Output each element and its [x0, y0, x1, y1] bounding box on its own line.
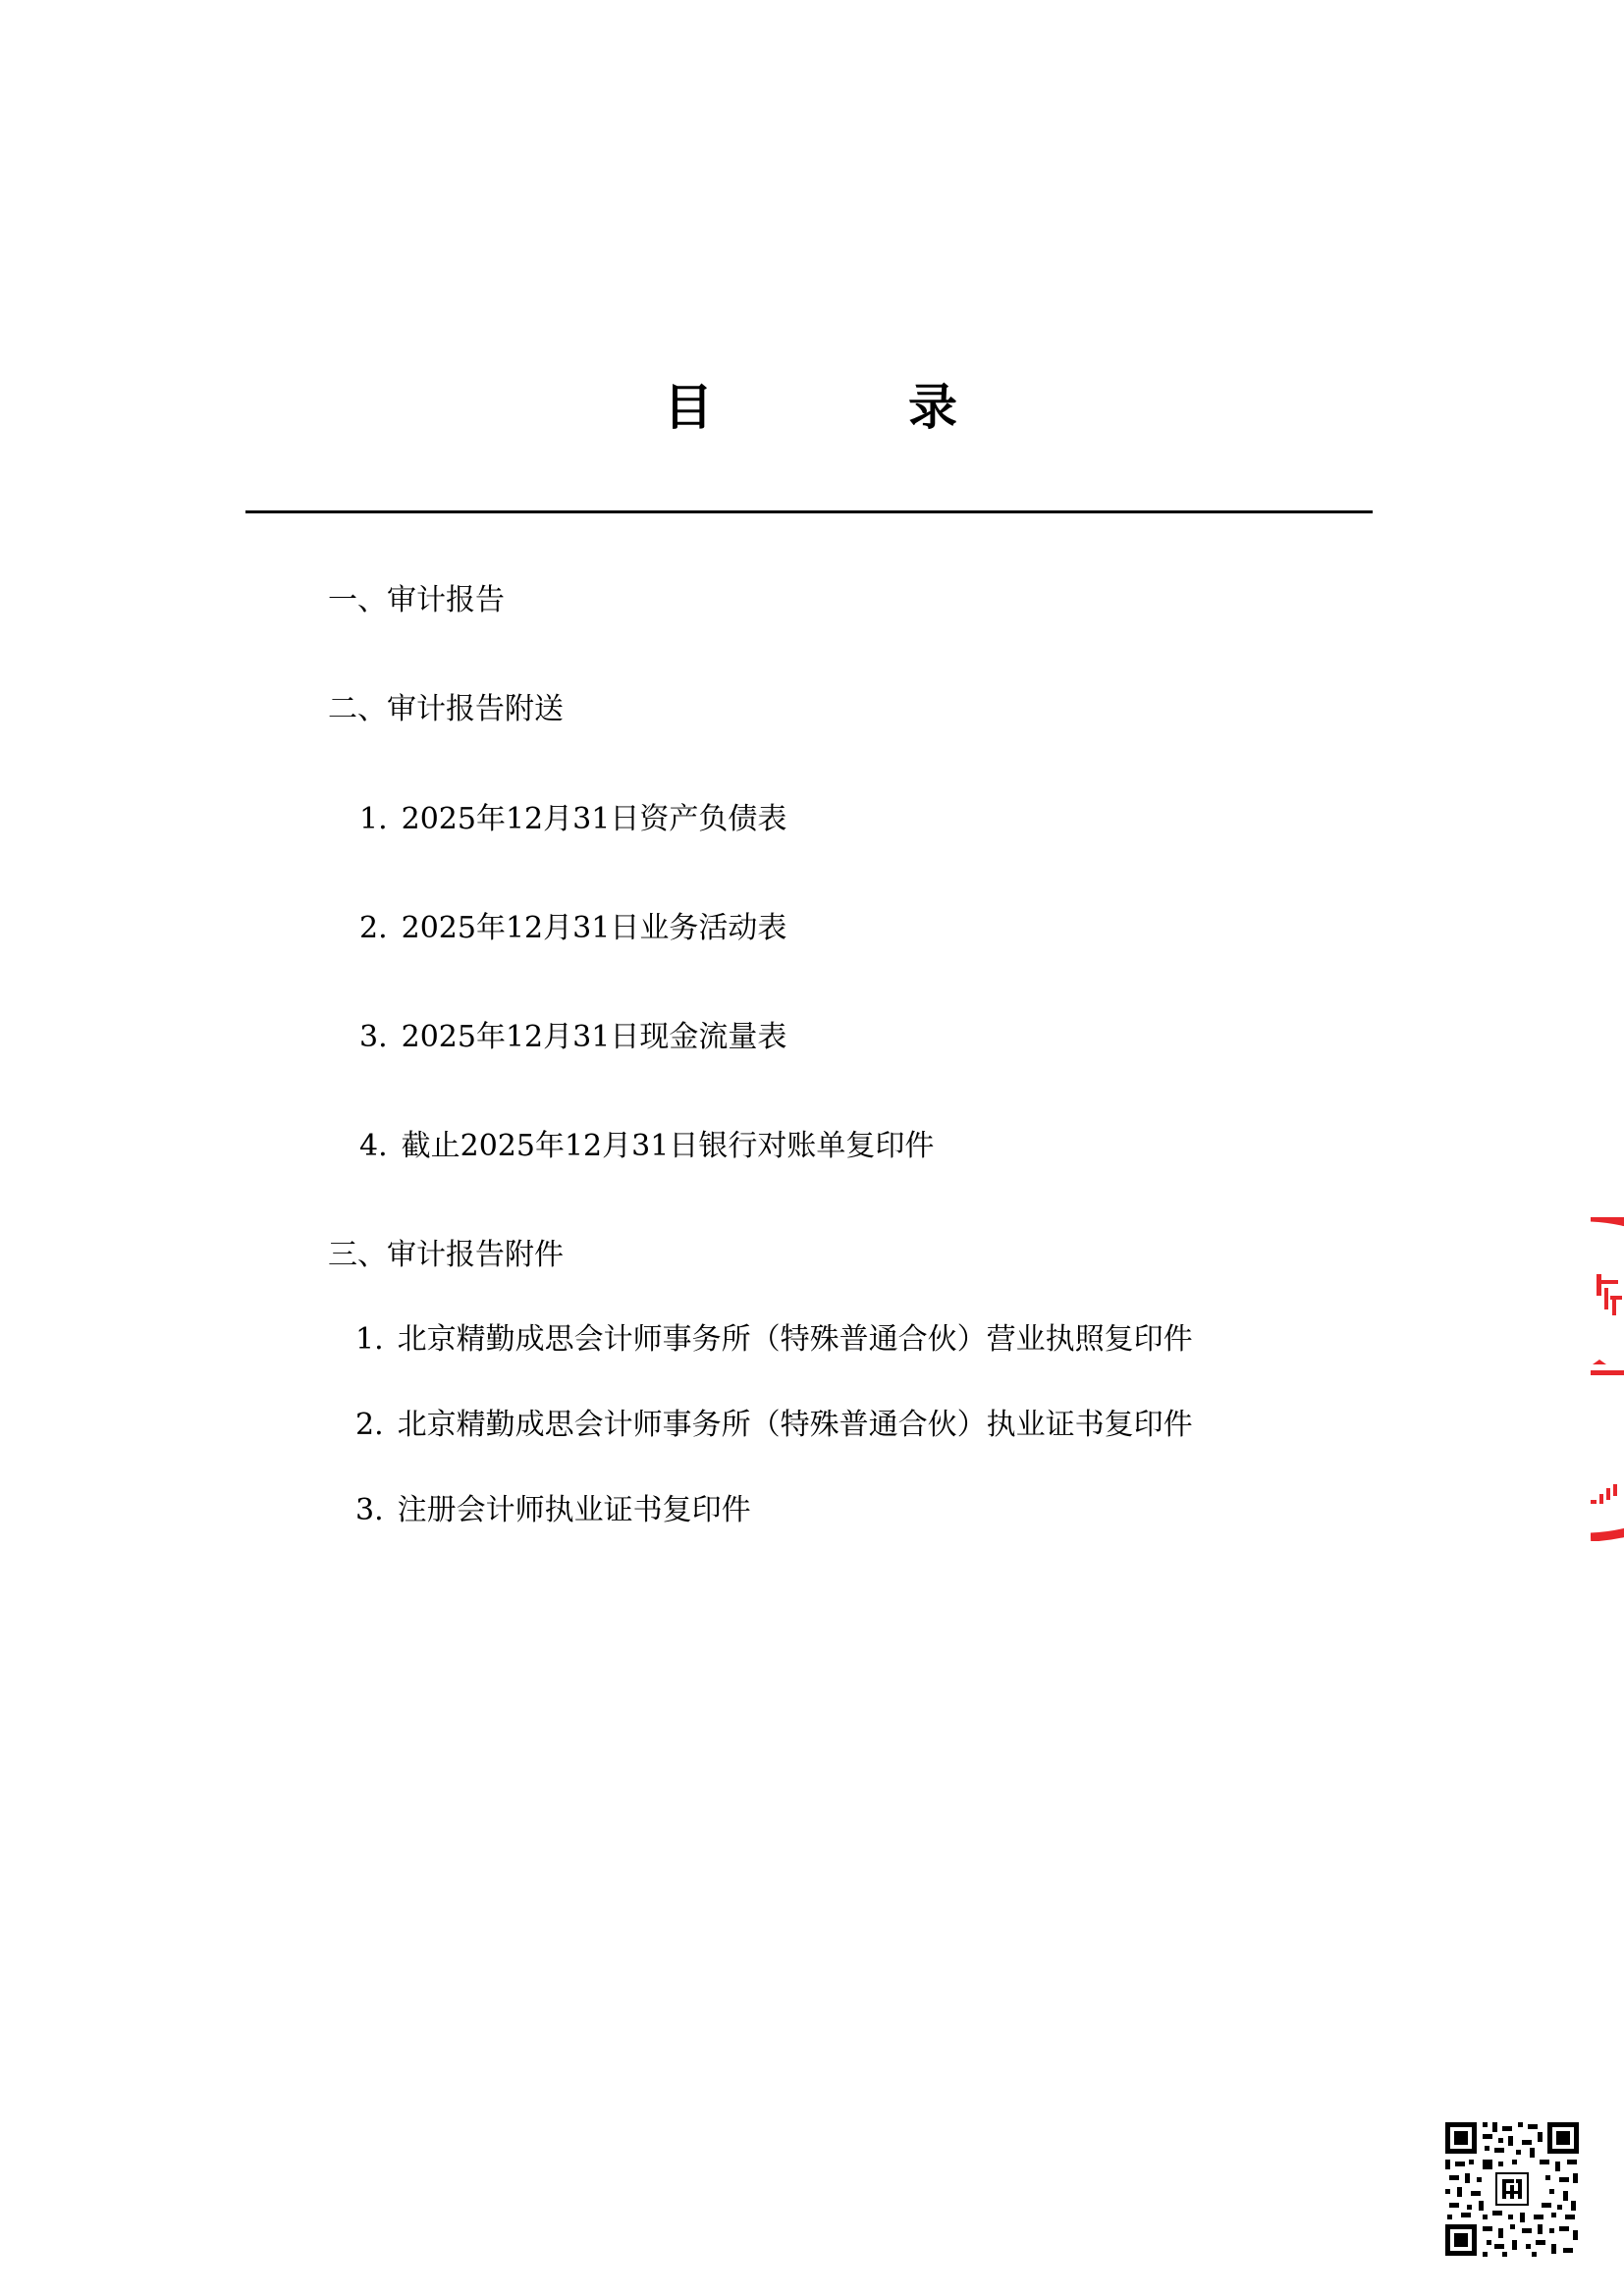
- section-2-heading: 二、审计报告附送: [328, 692, 564, 726]
- attached-item-4-number: 4.: [359, 1129, 388, 1163]
- toc-title-char-2: 录: [908, 378, 957, 436]
- annex-item-3-number: 3.: [355, 1493, 384, 1527]
- official-seal-stamp: [1591, 1217, 1624, 1541]
- attached-item-1-text: 2025年12月31日资产负债表: [401, 802, 787, 836]
- annex-item-1-number: 1.: [355, 1322, 384, 1357]
- annex-item-2-number: 2.: [355, 1408, 384, 1442]
- annex-item-2: [355, 1406, 1193, 1445]
- annex-item-2-text: 北京精勤成思会计师事务所（特殊普通合伙）执业证书复印件: [397, 1408, 1193, 1442]
- attached-item-4-text: 截止2025年12月31日银行对账单复印件: [401, 1129, 935, 1163]
- attached-item-1-number: 1.: [359, 802, 388, 836]
- title-divider: [245, 510, 1373, 513]
- attached-item-4: [359, 1127, 934, 1166]
- qr-code-graphic: [1443, 2120, 1581, 2258]
- attached-item-2-number: 2.: [359, 911, 388, 945]
- annex-item-1: [355, 1320, 1193, 1360]
- attached-item-1: [359, 800, 786, 839]
- annex-item-3-text: 注册会计师执业证书复印件: [397, 1493, 751, 1527]
- annex-item-3: [355, 1491, 751, 1530]
- attached-item-3-number: 3.: [359, 1020, 388, 1054]
- attached-item-3: [359, 1018, 786, 1057]
- attached-item-2-text: 2025年12月31日业务活动表: [401, 911, 787, 945]
- section-3-heading: 三、审计报告附件: [328, 1238, 564, 1272]
- annex-item-1-text: 北京精勤成思会计师事务所（特殊普通合伙）营业执照复印件: [397, 1322, 1193, 1357]
- toc-title-char-1: 目: [664, 378, 713, 436]
- verification-qr-code: [1443, 2120, 1581, 2258]
- seal-fragment-graphic: [1591, 1217, 1624, 1541]
- attached-item-2: [359, 909, 786, 948]
- section-1-heading: 一、审计报告: [328, 583, 505, 617]
- attached-item-3-text: 2025年12月31日现金流量表: [401, 1020, 787, 1054]
- toc-title: [0, 373, 1624, 442]
